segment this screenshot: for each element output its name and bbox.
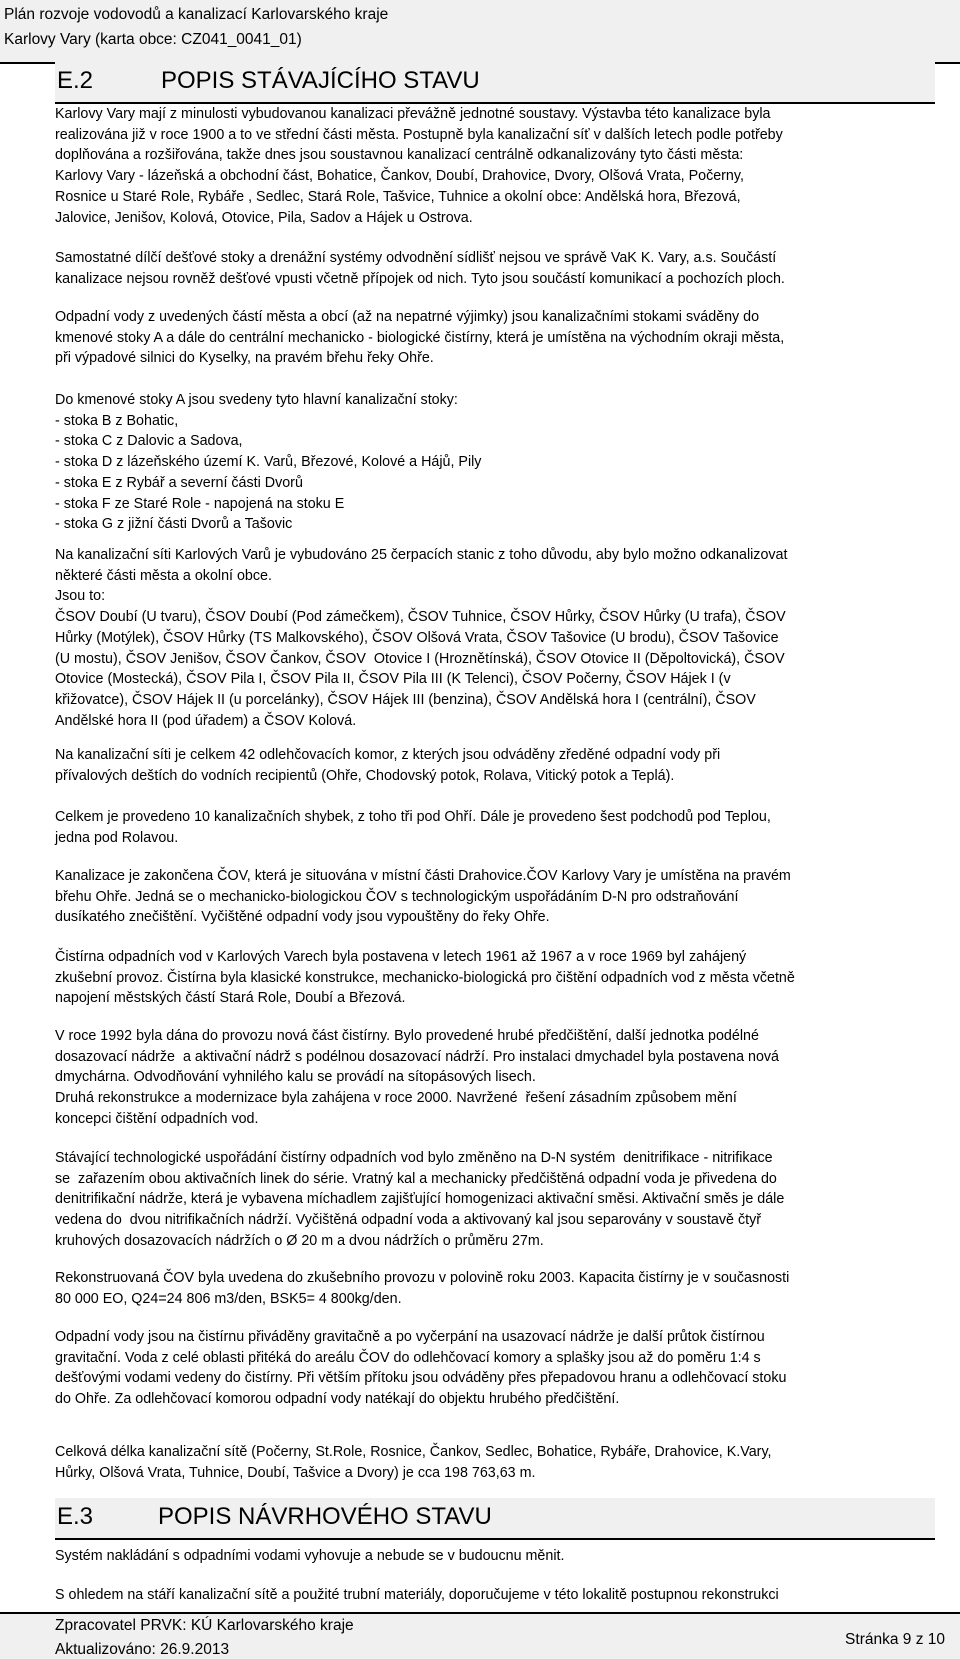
footer-updated: Aktualizováno: 26.9.2013	[55, 1641, 230, 1658]
footer-author: Zpracovatel PRVK: KÚ Karlovarského kraje	[55, 1617, 354, 1634]
municipality-card: Karlovy Vary (karta obce: CZ041_0041_01)	[4, 31, 302, 48]
paragraph: Celkem je provedeno 10 kanalizačních shybek, z toho tři pod Ohří. Dále je provedeno šest podchodů pod Teplou, jedna pod Rolavou.	[55, 809, 771, 846]
paragraph: Do kmenové stoky A jsou svedeny tyto hlavní kanalizační stoky: - stoka B z Bohatic, - stoka C z Dalovic a Sadova, - stoka D z lázeňského území K. Varů, Březové, Kolové a Hájů, Pily - stoka E z Rybář a severní části Dvorů - stoka F ze Staré Role - napojená na stoku E - stoka G z jižní části Dvorů a Tašovic	[55, 392, 482, 533]
page-header	[0, 0, 960, 64]
section-heading-e2	[55, 62, 935, 104]
paragraph: Odpadní vody jsou na čistírnu přiváděny gravitačně a po vyčerpání na usazovací nádrže je další průtok čistírnou gravitační. Voda z celé oblasti přitéká do areálu ČOV do odlehčovací komory a splašky jsou až do poměru 1:4 s dešťovými vodami vedeny do čistírny. Při větším přítoku jsou odváděny přes přepadovou hranu a odlehčovací stoku do Ohře. Za odlehčovací komorou odpadní vody natékají do objektu hrubého předčištění.	[55, 1329, 787, 1408]
paragraph: Čistírna odpadních vod v Karlových Varech byla postavena v letech 1961 až 1967 a v roce 1969 byl zahájený zkušební provoz. Čistírna byla klasické konstrukce, mechanicko-biologická pro čištění odpadních vod z města včetně napojení městských částí Stará Role, Doubí a Březová.	[55, 949, 795, 1007]
paragraph: Rekonstruovaná ČOV byla uvedena do zkušebního provozu v polovině roku 2003. Kapacita čistírny je v současnosti 80 000 EO, Q24=24 806 m3/den, BSK5= 4 800kg/den.	[55, 1270, 790, 1307]
page-footer	[0, 1612, 960, 1659]
paragraph: Na kanalizační síti Karlových Varů je vybudováno 25 čerpacích stanic z toho důvodu, aby bylo možno odkanalizovat některé části města a okolní obce. Jsou to: ČSOV Doubí (U tvaru), ČSOV Doubí (Pod zámečkem), ČSOV Tuhnice, ČSOV Hůrky, ČSOV Hůrky (U trafa), ČSOV Hůrky (Motýlek), ČSOV Hůrky (TS Malkovského), ČSOV Olšová Vrata, ČSOV Tašovice (U brodu), ČSOV Tašovice (U mostu), ČSOV Jenišov, ČSOV Čankov, ČSOV Otovice I (Hroznětínská), ČSOV Otovice II (Děpoltovická), ČSOV Otovice (Mostecká), ČSOV Pila I, ČSOV Pila II, ČSOV Pila III (K Telenci), ČSOV Počerny, ČSOV Hájek I (v křižovatce), ČSOV Hájek II (u porcelánky), ČSOV Hájek III (benzina), ČSOV Andělská hora I (centrální), ČSOV Andělské hora II (pod úřadem) a ČSOV Kolová.	[55, 547, 788, 729]
section-heading-e3	[55, 1498, 935, 1540]
paragraph: S ohledem na stáří kanalizační sítě a použité trubní materiály, doporučujeme v této lokalitě postupnou rekonstrukci	[55, 1587, 779, 1603]
document-title: Plán rozvoje vodovodů a kanalizací Karlovarského kraje	[4, 6, 389, 23]
paragraph: Celková délka kanalizační sítě (Počerny, St.Role, Rosnice, Čankov, Sedlec, Bohatice, Rybáře, Drahovice, K.Vary, Hůrky, Olšová Vrata, Tuhnice, Doubí, Tašvice a Dvory) je cca 198 763,63 m.	[55, 1444, 772, 1481]
section-number: E.3	[57, 1503, 94, 1530]
section-title: POPIS NÁVRHOVÉHO STAVU	[158, 1503, 492, 1530]
page-number: Stránka 9 z 10	[845, 1631, 945, 1648]
paragraph: Na kanalizační síti je celkem 42 odlehčovacích komor, z kterých jsou odváděny zředěné odpadní vody při přívalových deštích do vodních recipientů (Ohře, Chodovský potok, Rolava, Vitický potok a Teplá).	[55, 747, 721, 784]
paragraph: V roce 1992 byla dána do provozu nová část čistírny. Bylo provedené hrubé předčištění, další jednotka podélné dosazovací nádrže a aktivační nádrž s podélnou dosazovací nádrží. Pro instalaci dmychadel byla postavena nová dmychárna. Odvodňování vyhnilého kalu se provádí na sítopásových lisech. Druhá rekonstrukce a modernizace byla zahájena v roce 2000. Navržené řešení zásadním způsobem mění koncepci čištění odpadních vod.	[55, 1028, 780, 1127]
paragraph: Samostatné dílčí dešťové stoky a drenážní systémy odvodnění sídlišť nejsou ve správě VaK K. Vary, a.s. Součástí kanalizace nejsou rovněž dešťové vpusti včetně přípojek od nich. Tyto jsou součástí komunikací a pochozích ploch.	[55, 250, 785, 287]
paragraph: Odpadní vody z uvedených částí města a obcí (až na nepatrné výjimky) jsou kanalizačními stokami sváděny do kmenové stoky A a dále do centrální mechanicko - biologické čistírny, která je umístěna na východním okraji města, při výpadové silnici do Kyselky, na pravém břehu řeky Ohře.	[55, 309, 785, 367]
paragraph: Karlovy Vary mají z minulosti vybudovanou kanalizaci převážně jednotné soustavy. Výstavba této kanalizace byla realizována již v roce 1900 a to ve střední části města. Postupně byla kanalizační síť v dalších letech podle potřeby doplňována a rozšiřována, takže dnes jsou soustavnou kanalizací centrálně odkanalizovány tyto části města: Karlovy Vary - lázeňská a obchodní část, Bohatice, Čankov, Doubí, Drahovice, Dvory, Olšová Vrata, Počerny, Rosnice u Staré Role, Rybáře , Sedlec, Stará Role, Tašvice, Tuhnice a okolní obce: Andělská hora, Březová, Jalovice, Jenišov, Kolová, Otovice, Pila, Sadov a Hájek u Ostrova.	[55, 106, 783, 226]
section-title: POPIS STÁVAJÍCÍHO STAVU	[161, 67, 480, 94]
paragraph: Systém nakládání s odpadními vodami vyhovuje a nebude se v budoucnu měnit.	[55, 1548, 565, 1564]
paragraph: Stávající technologické uspořádání čistírny odpadních vod bylo změněno na D-N systém denitrifikace - nitrifikace se zařazením obou aktivačních linek do série. Vratný kal a mechanicky předčištěná odpadní voda je přivedena do denitrifikační nádrže, která je vybavena míchadlem zajišťující homogenizaci aktivační směsi. Aktivační směs je dále vedena do dvou nitrifikačních nádrží. Vyčištěná odpadní voda a aktivovaný kal jsou separovány v soustavě čtyř kruhových dosazovacích nádržích o Ø 20 m a dvou nádržích o průměru 27m.	[55, 1150, 785, 1249]
section-number: E.2	[57, 67, 94, 94]
paragraph: Kanalizace je zakončena ČOV, která je situována v místní části Drahovice.ČOV Karlovy Vary je umístěna na pravém břehu Ohře. Jedná se o mechanicko-biologickou ČOV s technologickým uspořádáním D-N pro odstraňování dusíkatého znečištění. Vyčištěné odpadní vody jsou vypouštěny do řeky Ohře.	[55, 868, 791, 926]
